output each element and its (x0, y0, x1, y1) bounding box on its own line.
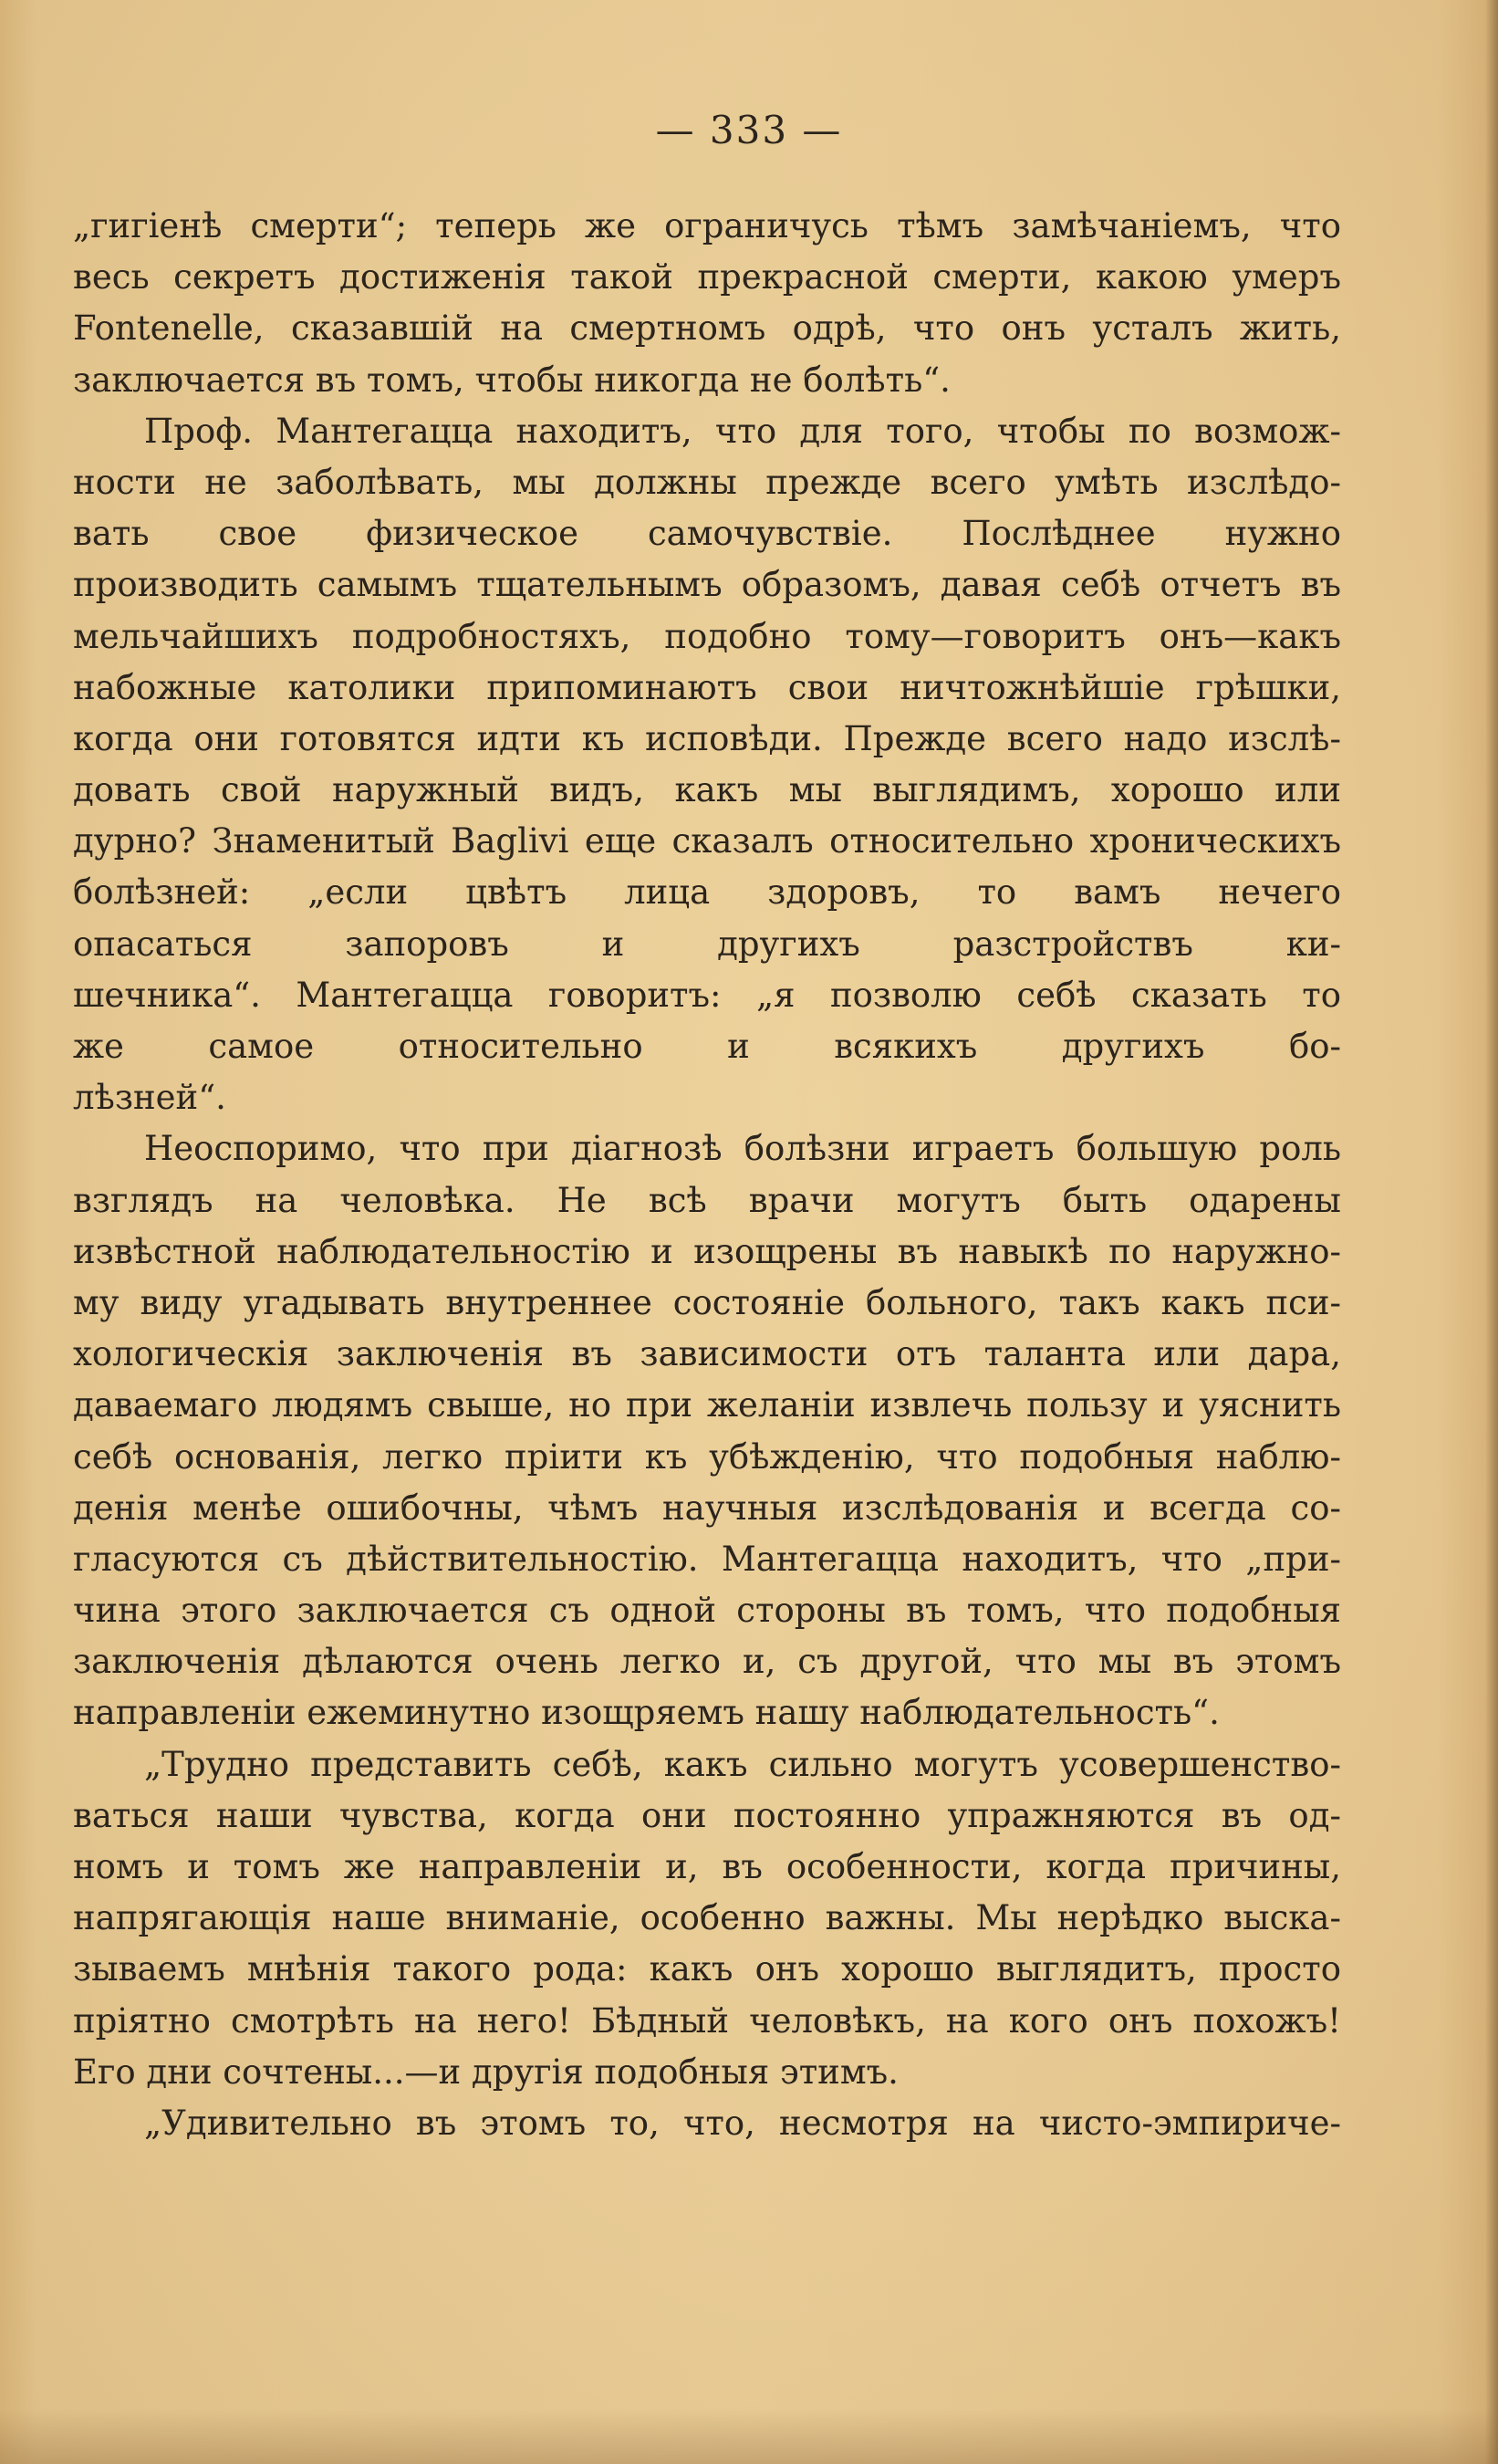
body-text (73, 201, 1341, 2149)
text-line: лѣзней“. (73, 1078, 226, 1118)
text-line: производить самымъ тщательнымъ образомъ, давая себѣ отчетъ въ (73, 565, 1341, 605)
text-line: ваться наши чувства, когда они постоянно упражняются въ од- (73, 1795, 1341, 1835)
text-line: гласуются съ дѣйствительностію. Мантегацца находитъ, что „при- (73, 1539, 1341, 1579)
text-line: довать свой наружный видъ, какъ мы выглядимъ, хорошо или (73, 770, 1341, 810)
text-line: Fontenelle, сказавшій на смертномъ одрѣ, что онъ усталъ жить, (73, 308, 1341, 349)
text-line: напрягающія наше вниманіе, особенно важны. Мы нерѣдко выска- (73, 1898, 1341, 1938)
text-line: чина этого заключается съ одной стороны въ томъ, что подобныя (73, 1591, 1341, 1631)
text-line: му виду угадывать внутреннее состояніе больного, такъ какъ пси- (73, 1282, 1341, 1322)
text-line: даваемаго людямъ свыше, но при желаніи извлечь пользу и уяснить (73, 1385, 1341, 1425)
text-line: вать свое физическое самочувствіе. Послѣднее нужно (73, 514, 1341, 554)
text-line: „Удивительно въ этомъ то, что, несмотря на чисто-эмпириче- (144, 2103, 1341, 2143)
text-line: шечника“. Мантегацца говоритъ: „я позволю себѣ сказать то (73, 975, 1341, 1015)
text-line: дурно? Знаменитый Baglivi еще сказалъ относительно хроническихъ (73, 821, 1341, 861)
text-line: Неоспоримо, что при діагнозѣ болѣзни играетъ большую роль (144, 1129, 1341, 1169)
text-line: „гигіенѣ смерти“; теперь же ограничусь тѣмъ замѣчаніемъ, что (73, 206, 1341, 245)
text-line: когда они готовятся идти къ исповѣди. Прежде всего надо изслѣ- (73, 718, 1341, 758)
text-line: хологическія заключенія въ зависимости отъ таланта или дара, (73, 1334, 1341, 1374)
text-line: зываемъ мнѣнія такого рода: какъ онъ хорошо выглядитъ, просто (73, 1949, 1341, 1989)
text-line: же самое относительно и всякихъ другихъ бо- (73, 1027, 1341, 1066)
text-line: денія менѣе ошибочны, чѣмъ научныя изслѣдованія и всегда со- (73, 1488, 1341, 1528)
text-line: номъ и томъ же направленіи и, въ особенности, когда причины, (73, 1847, 1341, 1886)
text-line: заключенія дѣлаются очень легко и, съ другой, что мы въ этомъ (73, 1642, 1341, 1682)
page-edge-shadow (1485, 0, 1498, 2464)
text-line: извѣстной наблюдательностію и изощрены въ навыкѣ по наружно- (73, 1231, 1341, 1271)
text-line: пріятно смотрѣть на него! Бѣдный человѣкъ, на кого онъ похожъ! (73, 2000, 1341, 2041)
page-number: — 333 — (655, 108, 843, 152)
text-line: „Трудно представить себѣ, какъ сильно могутъ усовершенство- (144, 1744, 1341, 1784)
text-line: Проф. Мантегацца находитъ, что для того, чтобы по возмож- (144, 411, 1341, 451)
text-line: мельчайшихъ подробностяхъ, подобно тому—говоритъ онъ—какъ (73, 616, 1341, 656)
text-line: опасаться запоровъ и другихъ разстройствъ ки- (73, 924, 1341, 964)
text-line: себѣ основанія, легко пріити къ убѣжденію, что подобныя наблю- (73, 1436, 1341, 1477)
text-line: Его дни сочтены...—и другія подобныя этимъ. (73, 2052, 899, 2092)
text-line: ности не заболѣвать, мы должны прежде всего умѣть изслѣдо- (73, 462, 1341, 502)
page-bottom-shadow (0, 2409, 1498, 2464)
text-line: заключается въ томъ, чтобы никогда не болѣть“. (73, 360, 951, 400)
text-line: взглядъ на человѣка. Не всѣ врачи могутъ быть одарены (73, 1180, 1341, 1220)
text-line: направленіи ежеминутно изощряемъ нашу наблюдательность“. (73, 1693, 1220, 1733)
text-line: набожные католики припоминаютъ свои ничтожнѣйшіе грѣшки, (73, 667, 1341, 707)
text-line: болѣзней: „если цвѣтъ лица здоровъ, то вамъ нечего (73, 872, 1341, 913)
text-line: весь секретъ достиженія такой прекрасной смерти, какою умеръ (73, 257, 1341, 298)
